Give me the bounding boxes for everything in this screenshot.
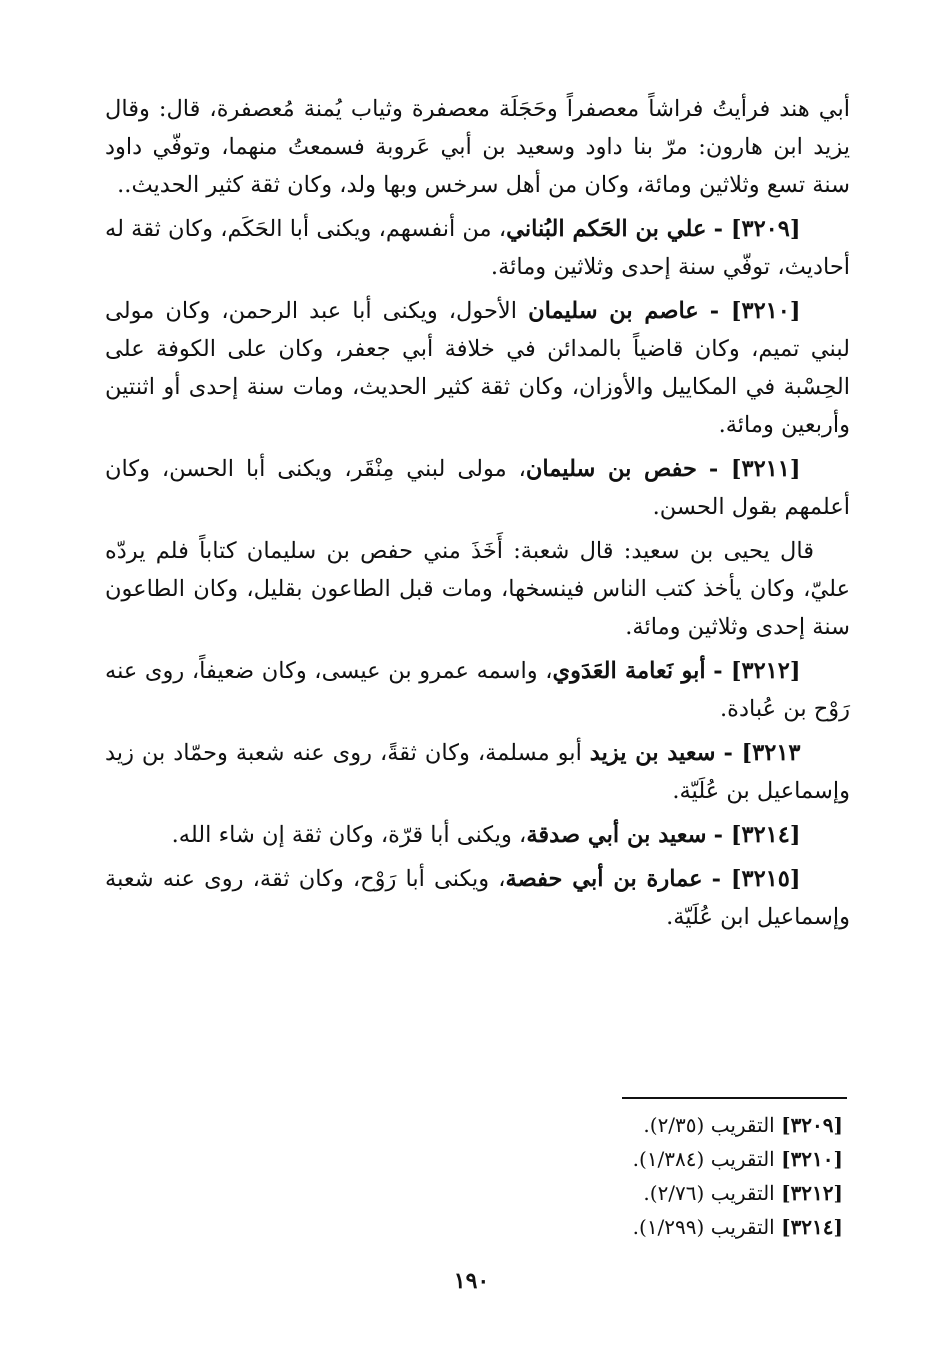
- entry-name: عمارة بن أبي حفصة: [505, 866, 703, 892]
- entry-text: أبو مسلمة، وكان ثقةً، روى عنه شعبة وحمّاد بن زيد وإسماعيل بن عُلَيّة.: [105, 740, 850, 804]
- entry-3209: [105, 210, 850, 286]
- entry-name: سعيد بن يزيد: [589, 740, 716, 766]
- entry-name: سعيد بن أبي صدقة: [526, 822, 707, 848]
- entry-name: عاصم بن سليمان: [528, 298, 699, 324]
- footnote-3210: [443, 1142, 843, 1176]
- entry-number: ٣٢١٣] -: [723, 740, 801, 766]
- entry-name: أبو نَعامة العَدَوي: [552, 658, 706, 684]
- entry-3210: [105, 292, 850, 444]
- entry-text: ، ويكنى أبا قرّة، وكان ثقة إن شاء الله.: [171, 822, 527, 848]
- main-text: [105, 90, 850, 942]
- continuation-paragraph: أبي هند فرأيتُ فراشاً معصفراً وحَجَلَة معصفرة وثياب يُمنة مُعصفرة، قال: وقال يزيد ابن هارون: مرّ بنا داود وسعيد بن أبي عَروبة فسمعتُ منهما، وتوفّي داود سنة تسع وثلاثين ومائة، وكان من أهل سرخس وبها ولد، وكان ثقة كثير الحديث..: [105, 96, 850, 198]
- entry-name: علي بن الحَكم البُناني: [506, 216, 707, 242]
- entry-3214: [105, 816, 850, 854]
- footnote-text: التقريب (٢/٧٦).: [643, 1181, 782, 1205]
- page-number: ١٩٠: [453, 1268, 490, 1294]
- entry-3213: [105, 734, 850, 810]
- footnote-text: التقريب (١/٢٩٩).: [632, 1215, 782, 1239]
- footnote-ref: [٣٢١٤]: [781, 1215, 843, 1239]
- entry-text: ، ويكنى أبا رَوْح، وكان ثقة، روى عنه شعبة وإسماعيل ابن عُلَيّة.: [105, 866, 850, 930]
- entry-text: ، مولى لبني مِنْقَر، ويكنى أبا الحسن، وكان أعلمهم بقول الحسن.: [105, 456, 850, 520]
- footnote-3209: [443, 1108, 843, 1142]
- footnote-divider: [622, 1097, 847, 1099]
- footnote-ref: [٣٢١٠]: [781, 1147, 843, 1171]
- footnote-ref: [٣٢١٢]: [781, 1181, 843, 1205]
- yahya-paragraph: قال يحيى بن سعيد: قال شعبة: أَخَذَ مني حفص بن سليمان كتاباً فلم يردّه عليّ، وكان يأخذ كتب الناس فينسخها، ومات قبل الطاعون بقليل، وكان الطاعون سنة إحدى وثلاثين ومائة.: [105, 538, 850, 640]
- footnotes: [443, 1108, 843, 1244]
- entry-number: [٣٢١٤] -: [713, 822, 801, 848]
- entry-number: [٣٢١٢] -: [713, 658, 801, 684]
- entry-name: حفص بن سليمان: [525, 456, 697, 482]
- entry-3212: [105, 652, 850, 728]
- footnote-text: التقريب (٢/٣٥).: [643, 1113, 782, 1137]
- entry-3215: [105, 860, 850, 936]
- footnote-ref: [٣٢٠٩]: [781, 1113, 843, 1137]
- entry-text: الأحول، ويكنى أبا عبد الرحمن، وكان مولى لبني تميم، وكان قاضياً بالمدائن في خلافة أبي جعفر، وكان على الكوفة على الحِسْبة في المكاييل والأوزان، وكان ثقة كثير الحديث، ومات سنة إحدى أو اثنتين وأربعين ومائة.: [105, 298, 850, 438]
- entry-3211: [105, 450, 850, 526]
- entry-number: [٣٢١١] -: [708, 456, 801, 482]
- entry-number: [٣٢١٥] -: [711, 866, 801, 892]
- entry-text: ، من أنفسهم، ويكنى أبا الحَكَم، وكان ثقة له أحاديث، توفّي سنة إحدى وثلاثين ومائة.: [105, 216, 850, 280]
- entry-text: ، واسمه عمرو بن عيسى، وكان ضعيفاً، روى عنه رَوْح بن عُبادة.: [105, 658, 850, 722]
- entry-number: [٣٢١٠] -: [709, 298, 801, 324]
- footnote-text: التقريب (١/٣٨٤).: [632, 1147, 782, 1171]
- footnote-3212: [443, 1176, 843, 1210]
- entry-number: [٣٢٠٩] -: [713, 216, 801, 242]
- footnote-3214: [443, 1210, 843, 1244]
